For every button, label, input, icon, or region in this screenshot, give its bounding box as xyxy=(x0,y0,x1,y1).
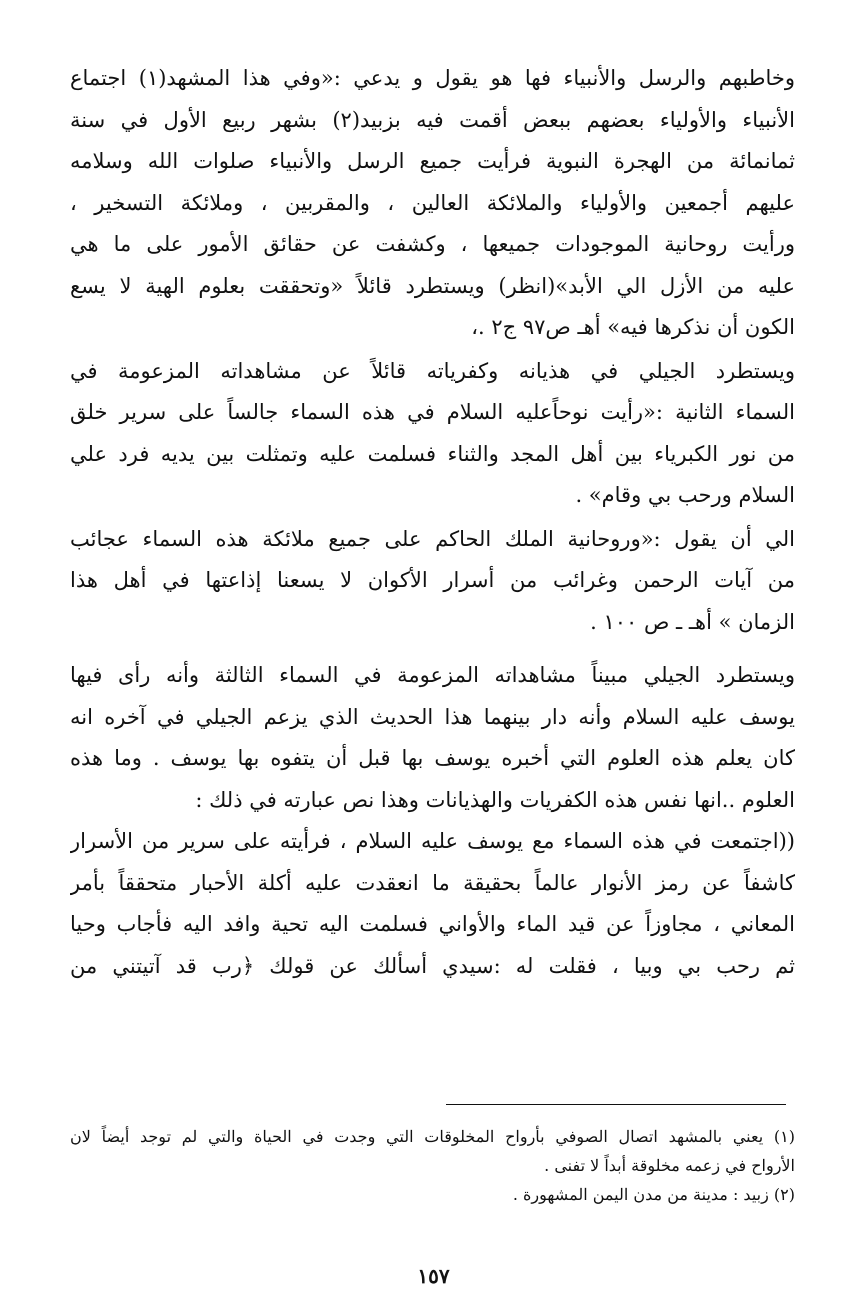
text-line: عليه من الأزل الي الأبد»(انظر) ويستطرد قائلاً «وتحققت بعلوم الهية لا يسع xyxy=(70,273,795,298)
text-line: العلوم ..انها نفس هذه الكفريات والهذيانات وهذا نص عبارته في ذلك : xyxy=(195,787,795,812)
paragraph-5 xyxy=(70,821,795,987)
paragraph-3 xyxy=(70,519,795,644)
text-line: الكون أن نذكرها فيه» أهـ ص٩٧ ج٢ .، xyxy=(471,315,795,339)
footnotes xyxy=(70,1122,795,1209)
page-number: ١٥٧ xyxy=(417,1264,450,1288)
text-line: الأنبياء والأولياء بعضهم ببعض أقمت فيه بزبيد(٢) بشهر ربيع الأول في سنة xyxy=(70,107,795,132)
footnote-2: (٢) زبيد : مدينة من مدن اليمن المشهورة . xyxy=(512,1185,795,1204)
text-line: ويستطرد الجيلي في هذيانه وكفرياته قائلاً عن مشاهداته المزعومة في xyxy=(70,358,795,383)
text-line: السماء الثانية :«رأيت نوحاًعليه السلام في هذه السماء جالساً على سرير خلق xyxy=(70,400,795,424)
footnote-1-line-1: (١) يعني بالمشهد اتصال الصوفي بأرواح المخلوقات التي وجدت في الحياة والتي لم توجد أيضاً لان xyxy=(70,1127,795,1146)
text-line: ورأيت روحانية الموجودات جميعها ، وكشفت عن حقائق الأمور على ما هي xyxy=(70,232,795,256)
footnote-separator xyxy=(446,1104,786,1105)
text-line: السلام ورحب بي وقام» . xyxy=(575,483,795,507)
main-text xyxy=(70,58,795,987)
text-line: يوسف عليه السلام وأنه دار بينهما هذا الحديث الذي يزعم الجيلي في آخره انه xyxy=(70,704,795,729)
text-line: كان يعلم هذه العلوم التي أخبره يوسف بها قبل أن يتفوه بها يوسف . وما هذه xyxy=(70,746,795,770)
text-line: وخاطبهم والرسل والأنبياء فها هو يقول و يدعي :«وفي هذا المشهد(١) اجتماع xyxy=(70,66,795,90)
footnote-1-line-2: الأرواح في زعمه مخلوقة أبداً لا تفنى . xyxy=(544,1156,795,1175)
paragraph-2 xyxy=(70,351,795,517)
text-line: ((اجتمعت في هذه السماء مع يوسف عليه السلام ، فرأيته على سرير من الأسرار xyxy=(70,829,795,853)
text-line: من نور الكبرياء بين أهل المجد والثناء فسلمت عليه وتمثلت بين يديه فرد علي xyxy=(70,441,795,466)
text-line: ثم رحب بي وبيا ، فقلت له :سيدي أسألك عن قولك ﴿رب قد آتيتني من xyxy=(70,953,795,978)
text-line: ثمانمائة من الهجرة النبوية فرأيت جميع الرسل والأنبياء صلوات الله وسلامه xyxy=(70,149,795,173)
text-line: عليهم أجمعين والأولياء والملائكة العالين ، والمقربين ، وملائكة التسخير ، xyxy=(70,190,795,215)
text-line: المعاني ، مجاوزاً عن قيد الماء والأواني فسلمت اليه تحية وافد اليه فأجاب وحيا xyxy=(70,912,795,936)
text-line: الي أن يقول :«وروحانية الملك الحاكم على جميع ملائكة هذه السماء عجائب xyxy=(70,526,795,551)
text-line: من آيات الرحمن وغرائب من أسرار الأكوان لا يسعنا إذاعتها في أهل هذا xyxy=(70,568,795,592)
paragraph-4 xyxy=(70,655,795,821)
paragraph-1 xyxy=(70,58,795,349)
text-line: كاشفاً عن رمز الأنوار عالماً بحقيقة ما انعقدت عليه أكلة الأحبار متحققاً بأمر xyxy=(70,870,795,895)
text-line: ويستطرد الجيلي مبيناً مشاهداته المزعومة في السماء الثالثة وأنه رأى فيها xyxy=(70,663,795,687)
text-line: الزمان » أهـ ـ ص ١٠٠ . xyxy=(590,609,795,634)
